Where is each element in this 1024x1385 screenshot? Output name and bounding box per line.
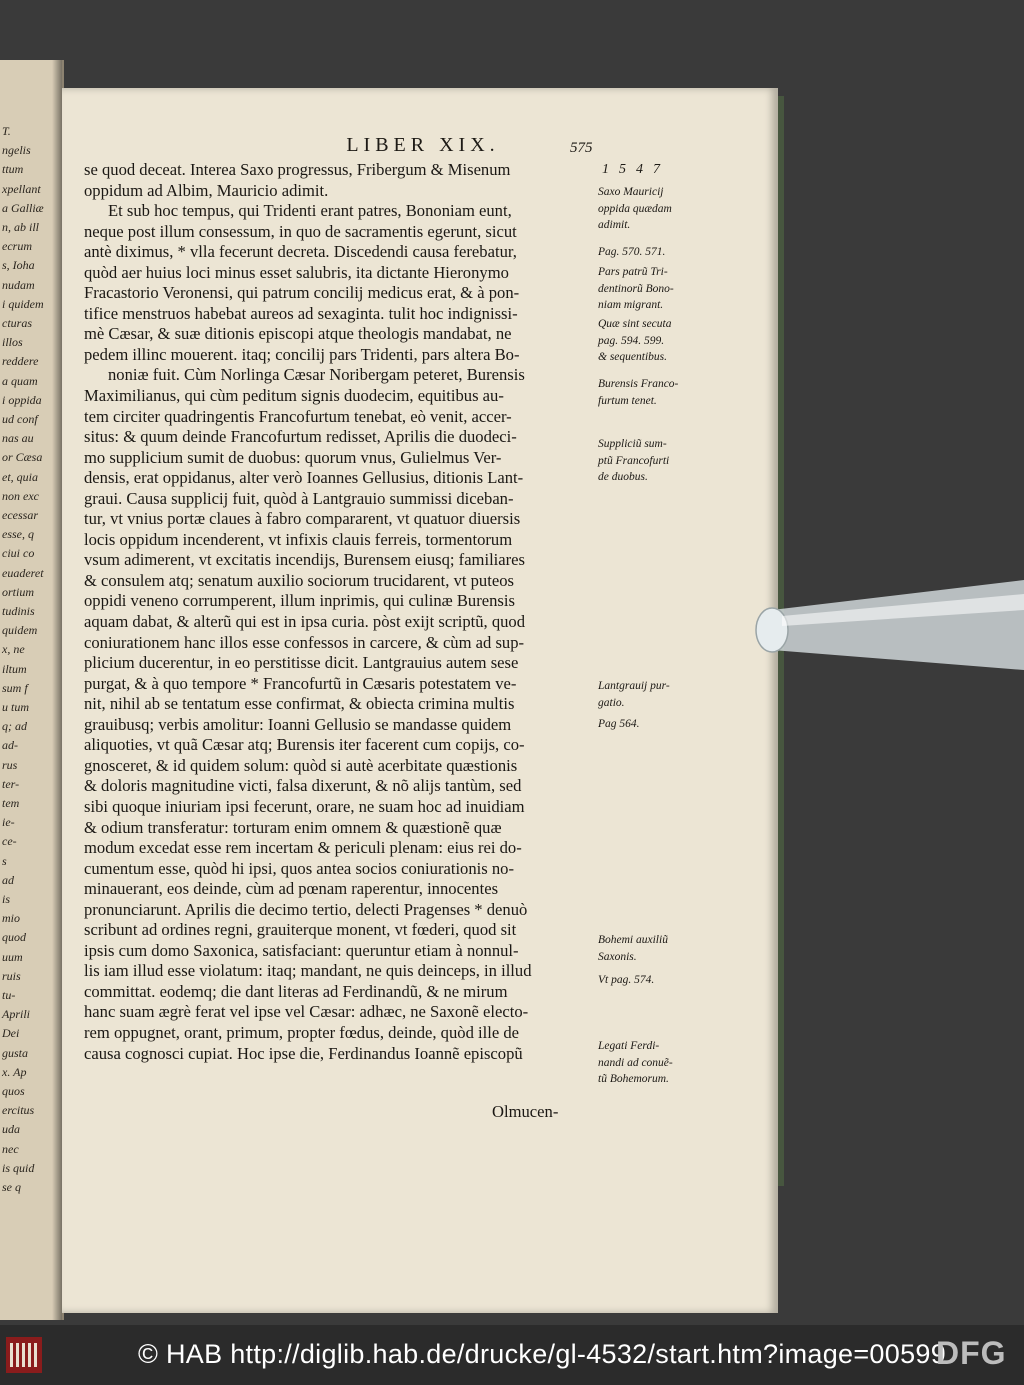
text-line: nit, nihil ab se tentatum esse confirmat, & obiecta crimina multis [84, 694, 515, 714]
text-line: causa cognosci cupiat. Hoc ipse die, Ferdinandus Ioannẽ episcopũ [84, 1043, 523, 1063]
body-text [84, 160, 606, 1064]
margin-note-line: Burensis Franco- [598, 378, 679, 390]
glass-page-holder [742, 580, 1024, 670]
text-line: vsum adimerent, vt excitatis incendijs, Burensem eiusq; familiares [84, 550, 526, 570]
margin-note-line: tũ Bohemorum. [598, 1073, 669, 1085]
left-page-text-fragment: x, ne [2, 642, 25, 657]
text-line: locis oppidum incenderent, vt infixis clauis ferreis, tormentorum [84, 529, 513, 549]
text-line: plicium ducerentur, in eo perstitisse dicit. Lantgrauius autem sese [84, 653, 519, 673]
left-page-text-fragment: ad- [2, 738, 18, 753]
left-page-text-fragment: s [2, 853, 7, 868]
margin-note-line: Lantgrauij pur- [598, 680, 670, 692]
text-line: cumentum esse, quòd hi ipsi, quos antea socios coniurationis no- [84, 858, 514, 878]
left-page-text-fragment: ecrum [2, 239, 32, 254]
running-header: LIBER XIX. [346, 134, 500, 156]
left-page-text-fragment: nudam [2, 277, 35, 292]
left-page-text-fragment: gusta [2, 1045, 29, 1060]
margin-note-line: Quæ sint secuta [598, 318, 672, 330]
margin-note [598, 436, 748, 486]
margin-note-line: furtum tenet. [598, 394, 657, 407]
left-page-text-fragment: et, quia [2, 469, 38, 484]
dfg-logo: DFG [936, 1335, 1007, 1371]
left-page-text-fragment: nec [2, 1141, 19, 1156]
left-page-text-fragment: Aprili [2, 1007, 31, 1022]
text-line: coniurationem hanc illos esse confessos in carcere, & cùm ad sup- [84, 632, 525, 652]
text-line: quòd aer huius loci minus esset salubris, ita dictante Hieronymo [84, 262, 509, 282]
left-page-text-fragment: quidem [2, 623, 38, 638]
margin-note-line: Vt pag. 574. [598, 974, 655, 986]
left-page-text-fragment: T. [2, 124, 11, 138]
text-line: modum excedat esse rem incertam & periculi plenam: eius rei do- [84, 838, 522, 858]
catchword: Olmucen- [492, 1102, 559, 1121]
margin-note-line: pag. 594. 599. [598, 334, 665, 347]
left-page-text-fragment: non exc [2, 488, 39, 503]
text-line: scribunt ad ordines regni, grauiterque monent, vt fœderi, quod sit [84, 920, 517, 940]
margin-note [598, 244, 748, 261]
left-page-fragment [0, 60, 64, 1320]
margin-note-line: Suppliciũ sum- [598, 438, 667, 450]
left-page-text-fragment: x. Ap [2, 1064, 27, 1079]
text-line: aliquoties, vt quã Cæsar atq; Burensis iter facerent cum copijs, co- [84, 735, 525, 755]
left-page-text-fragment: rus [2, 757, 18, 772]
text-line: mè Cæsar, & suæ ditionis episcopi atque theologis mandabat, ne [84, 324, 512, 344]
margin-note-line: oppida quædam [598, 202, 672, 215]
left-page-text-fragment: ad [2, 872, 14, 887]
margin-note-line: Pag. 570. 571. [598, 246, 666, 258]
left-page-text-fragment: Dei [2, 1026, 20, 1041]
text-line: Et sub hoc tempus, qui Tridenti erant patres, Bononiam eunt, [108, 201, 512, 221]
margin-note [598, 184, 748, 234]
text-line: & doloris magnitudine victi, falsa dixerunt, & nõ alijs tantùm, sed [84, 776, 522, 796]
text-line: & consulem atq; senatum auxilio sociorum trucidarent, vt puteos [84, 570, 514, 590]
margin-note [598, 376, 748, 409]
text-line: tifice menstruos habebat aureos ad sexaginta. tulit hoc indignissi- [84, 303, 518, 323]
margin-note [598, 932, 748, 965]
left-page-text-fragment: reddere [2, 354, 39, 369]
text-line: sibi quoque iniuriam ipsi fecerunt, orare, ne suam hoc ad inuidiam [84, 796, 525, 816]
left-page-text-fragment: ce- [2, 834, 17, 849]
margin-note-line: dentinorũ Bono- [598, 282, 674, 295]
left-page-text-fragment: xpellant [2, 181, 41, 196]
left-page-text-fragment: or Cæsa [2, 450, 43, 465]
text-line: mo supplicium sumit de duobus: quorum vnus, Gulielmus Ver- [84, 447, 502, 467]
margin-note [598, 264, 748, 314]
left-page-text-fragment: ter- [2, 776, 20, 791]
margin-note-line: ptũ Francofurti [598, 454, 670, 467]
text-line: purgat, & à quo tempore * Francofurtũ in Cæsaris potestatem ve- [84, 673, 517, 693]
document-page [62, 88, 778, 1313]
left-page-text-fragment: ttum [2, 162, 24, 177]
left-page-text-fragment: iltum [2, 661, 27, 676]
text-line: tem circiter quadringentis Francofurtum tenebat, eò venit, accer- [84, 406, 512, 426]
text-line: Maximilianus, qui cùm peditum signis duodecim, equitibus au- [84, 386, 504, 406]
text-line: rem oppugnet, orant, primum, propter fœdus, deinde, quòd ille de [84, 1022, 520, 1042]
left-page-text-fragment: a quam [2, 373, 38, 388]
text-line: oppidum ad Albim, Mauricio adimit. [84, 180, 329, 200]
text-line: pronunciarunt. Aprilis die decimo tertio, delecti Pragenses * denuò [84, 899, 528, 919]
library-logo-icon [6, 1337, 42, 1373]
left-page-text-fragment: ciui co [2, 546, 35, 561]
margin-note-line: gatio. [598, 696, 625, 709]
left-page-text-fragment: sum f [2, 680, 28, 695]
text-line: situs: & quum deinde Francofurtum redisset, Aprilis die duodeci- [84, 427, 517, 447]
left-page-text-fragment: is quid [2, 1160, 35, 1175]
left-page-text-fragment: nas au [2, 431, 34, 446]
left-page-text-fragment: tu- [2, 988, 16, 1002]
left-page-text-fragment: tudinis [2, 604, 35, 618]
text-line: aquam dabat, & alterũ qui est in ipsa curia. pòst exijt scriptũ, quod [84, 612, 526, 632]
margin-note [598, 716, 748, 733]
margin-note-line: Saxonis. [598, 950, 637, 963]
left-page-text-fragment: tem [2, 796, 20, 810]
left-page-text-fragment: s, Ioha [2, 258, 35, 273]
margin-note-line: Saxo Mauricij [598, 186, 664, 198]
margin-note-line: Bohemi auxiliũ [598, 934, 668, 946]
left-page-text-fragment: ud conf [2, 412, 38, 426]
text-line: pedem illinc mouerent. itaq; concilij pars Tridenti, pars altera Bo- [84, 344, 520, 364]
margin-note [598, 1038, 748, 1088]
left-page-text-fragment: illos [2, 335, 23, 350]
footer-bar [0, 1325, 1024, 1385]
left-page-text-fragment: a Galliæ [2, 200, 44, 215]
left-page-text-fragment: uum [2, 949, 23, 964]
left-page-text-fragment: ecessar [2, 508, 38, 522]
left-page-text-fragment: ie- [2, 815, 15, 830]
text-line: Fracastorio Veronensi, qui patrum concilij medicus erat, & à pon- [84, 283, 520, 303]
margin-note-line: & sequentibus. [598, 351, 667, 363]
margin-note-line: nandi ad conuẽ- [598, 1056, 673, 1069]
text-line: ipsis cum domo Saxonica, satisfaciant: queruntur etiam à nonnul- [84, 940, 519, 960]
left-page-text-fragment: n, ab ill [2, 220, 40, 234]
left-page-text-fragment: euaderet [2, 565, 44, 580]
left-page-text-fragment: esse, q [2, 527, 34, 542]
left-page-text-fragment: quos [2, 1084, 25, 1098]
text-line: noniæ fuit. Cùm Norlinga Cæsar Noribergam peteret, Burensis [108, 365, 525, 385]
text-line: tur, vt vnius portæ claues à fabro compararent, vt quatuor diuersis [84, 509, 521, 529]
left-page-text-fragment: uda [2, 1122, 20, 1137]
left-page-text-fragment: ercitus [2, 1103, 35, 1118]
copyright-link[interactable]: © HAB http://diglib.hab.de/drucke/gl-4532/start.htm?image=00599 [138, 1339, 947, 1369]
text-line: hanc suam ægrè ferat vel ipse vel Cæsar: adhæc, ne Saxonẽ electo- [84, 1002, 529, 1022]
left-page-text-fragment: i oppida [2, 392, 42, 407]
margin-note-line: adimit. [598, 219, 631, 231]
margin-note-line: niam migrant. [598, 299, 664, 311]
page-gutter [52, 60, 62, 1320]
left-page-text-fragment: mio [2, 911, 20, 926]
text-line: antè diximus, * vlla fecerunt decreta. Discedendi causa ferebatur, [84, 242, 517, 262]
page-number: 575 [570, 140, 593, 156]
left-page-text-fragment: ngelis [2, 143, 31, 158]
margin-year: 1547 [602, 162, 670, 177]
text-line: se quod deceat. Interea Saxo progressus, Fribergum & Misenum [84, 160, 511, 179]
text-line: neque post illum consessum, in quo de sacramentis egerunt, sicut [84, 221, 517, 241]
text-line: committat. eodemq; die dant literas ad Ferdinandũ, & ne mirum [84, 981, 508, 1001]
text-line: densis, erat oppidanus, alter verò Ioannes Gellusius, ditionis Lant- [84, 468, 524, 488]
left-page-text-fragment: is [2, 892, 11, 906]
left-page-text-fragment: ruis [2, 968, 21, 983]
left-page-text-fragment: se q [2, 1180, 21, 1194]
text-line: oppidi veneno corrumperent, illum inprimis, qui culinæ Burensis [84, 591, 515, 611]
text-line: lis iam illud esse violatum: itaq; mandant, ne quis deinceps, in illud [84, 961, 532, 981]
left-page-text-fragment: u tum [2, 700, 29, 714]
margin-note-line: Pag 564. [598, 718, 640, 730]
left-page-text-fragment: cturas [2, 316, 32, 330]
margin-note-line: de duobus. [598, 471, 648, 483]
margin-note-line: Legati Ferdi- [598, 1040, 660, 1052]
text-line: gnosceret, & id quidem solum: quòd si autè acerbitate quæstionis [84, 755, 518, 775]
text-line: grauibusq; verbis amolitur: Ioanni Gellusio se mandasse quidem [84, 714, 512, 734]
left-page-text-fragment: q; ad [2, 719, 27, 734]
margin-note [598, 316, 748, 366]
margin-note-line: Pars patrũ Tri- [598, 266, 668, 278]
text-line: minauerant, eos deinde, cùm ad pœnam raperentur, innocentes [84, 879, 499, 899]
margin-note [598, 678, 748, 711]
left-page-text-fragment: quod [2, 930, 26, 945]
left-page-text-fragment: ortium [2, 584, 35, 599]
text-line: graui. Causa supplicij fuit, quòd à Lantgrauio summissi diceban- [84, 488, 514, 508]
left-page-text-fragment: i quidem [2, 296, 44, 311]
margin-note [598, 972, 748, 989]
text-line: & odium transferatur: torturam enim omnem & quæstionẽ quæ [84, 817, 502, 837]
